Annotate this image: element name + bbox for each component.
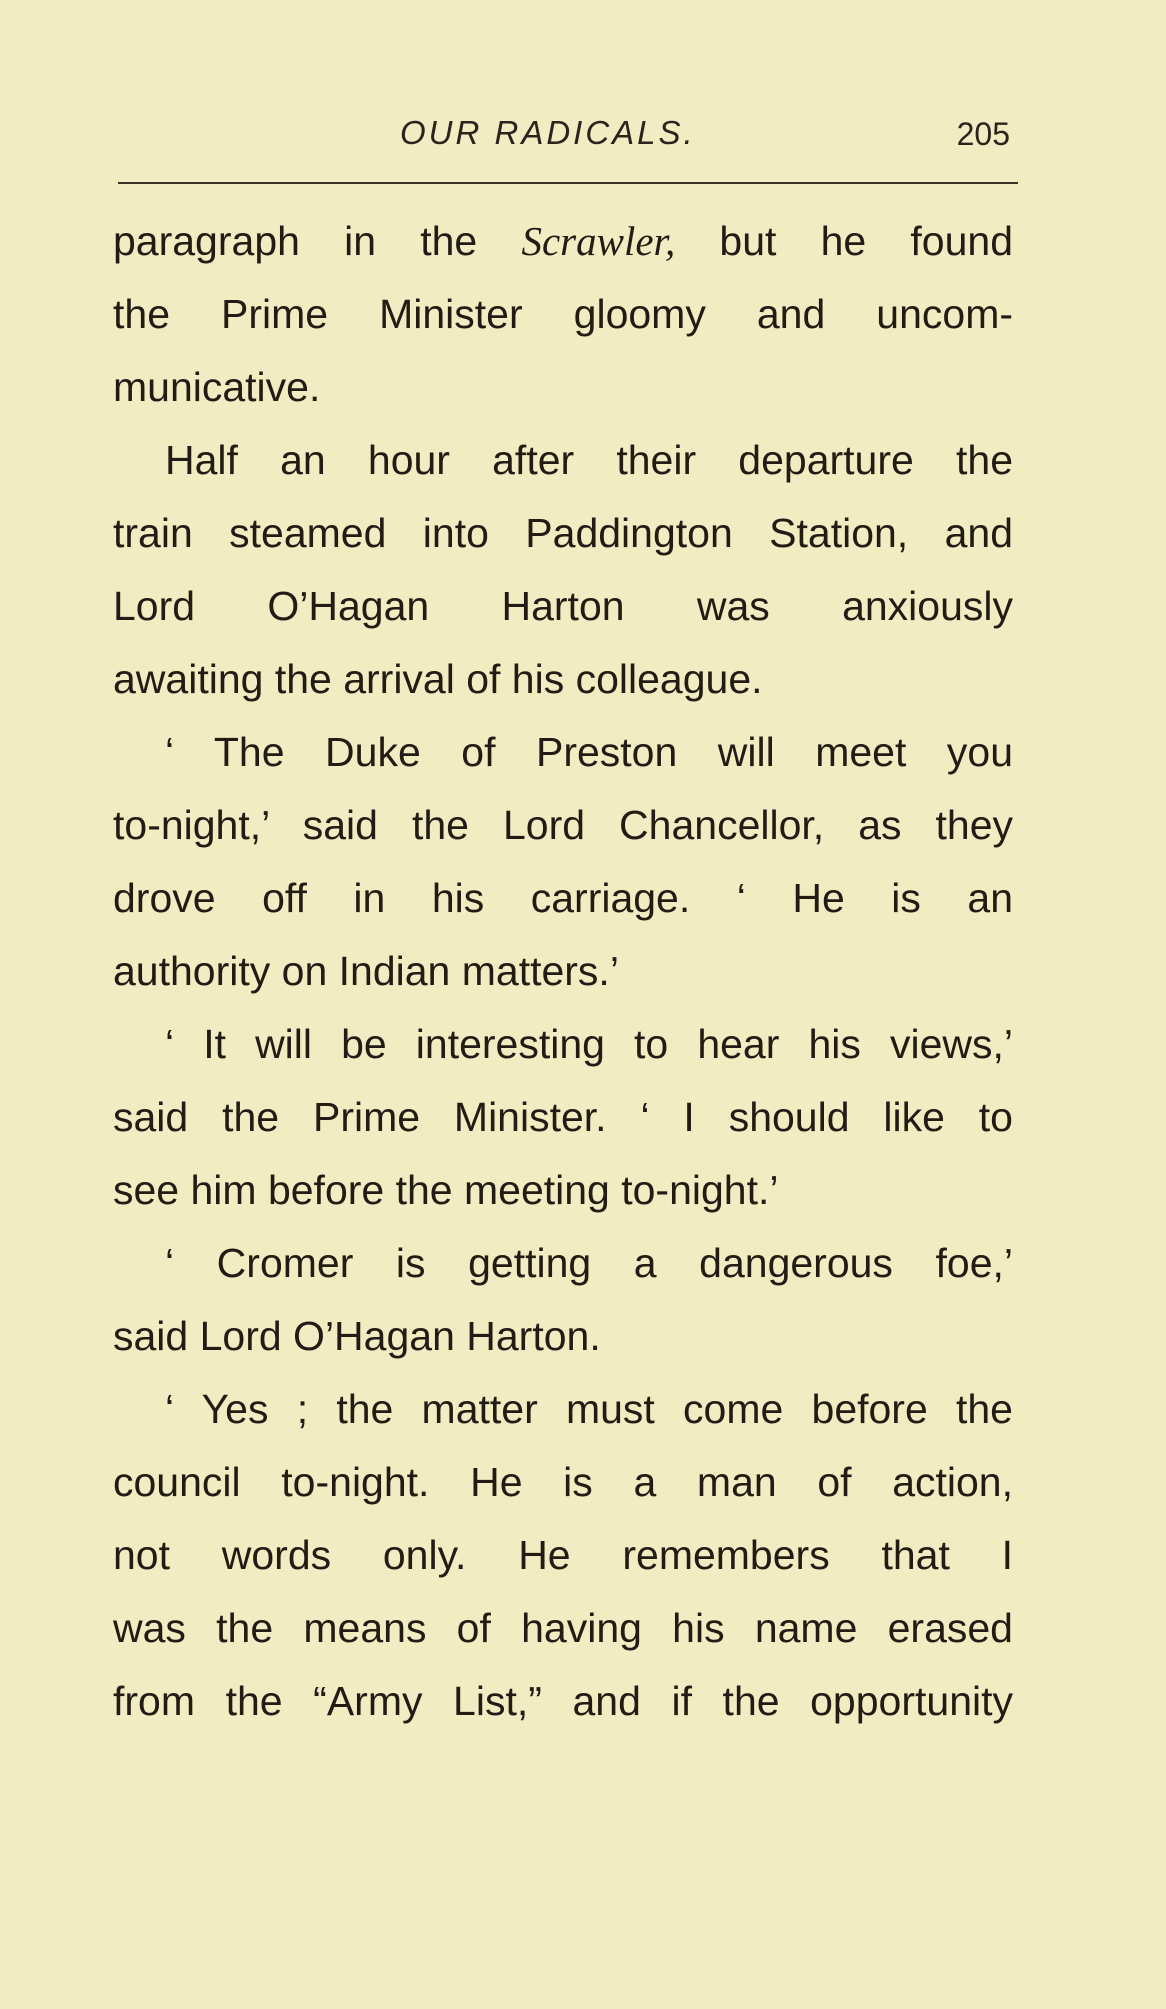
- periodical-title: Scrawler,: [521, 218, 676, 264]
- body-text: [113, 205, 1013, 1738]
- text-line: said Lord O’Hagan Harton.: [113, 1313, 601, 1359]
- text-line: see him before the meeting to-night.’: [113, 1167, 779, 1213]
- text-line: said the Prime Minister. ‘ I should like to: [113, 1094, 1013, 1140]
- text-line: Half an hour after their departure the: [165, 437, 1013, 483]
- text-line: council to-night. He is a man of action,: [113, 1459, 1013, 1505]
- text-line: not words only. He remembers that I: [113, 1532, 1013, 1578]
- text-line: ‘ The Duke of Preston will meet you: [165, 729, 1013, 775]
- text-line: drove off in his carriage. ‘ He is an: [113, 875, 1013, 921]
- text-line: municative.: [113, 364, 321, 410]
- running-title: OUR RADICALS.: [400, 114, 696, 151]
- running-head: [110, 108, 1010, 168]
- text-line: ‘ It will be interesting to hear his views,’: [165, 1021, 1013, 1067]
- text-line: to-night,’ said the Lord Chancellor, as they: [113, 802, 1013, 848]
- text-line: Lord O’Hagan Harton was anxiously: [113, 583, 1013, 629]
- header-rule: [118, 182, 1018, 184]
- text-line: authority on Indian matters.’: [113, 948, 619, 994]
- text-line: train steamed into Paddington Station, and: [113, 510, 1013, 556]
- text-line: from the “Army List,” and if the opportunity: [113, 1678, 1013, 1724]
- text-line: ‘ Cromer is getting a dangerous foe,’: [165, 1240, 1013, 1286]
- text-line: the Prime Minister gloomy and uncom-: [113, 291, 1013, 337]
- text-line: was the means of having his name erased: [113, 1605, 1013, 1651]
- page-number: 205: [956, 116, 1010, 152]
- text-line: paragraph in the Scrawler, but he found: [113, 218, 1013, 264]
- text-line: awaiting the arrival of his colleague.: [113, 656, 763, 702]
- text-line: ‘ Yes ; the matter must come before the: [165, 1386, 1013, 1432]
